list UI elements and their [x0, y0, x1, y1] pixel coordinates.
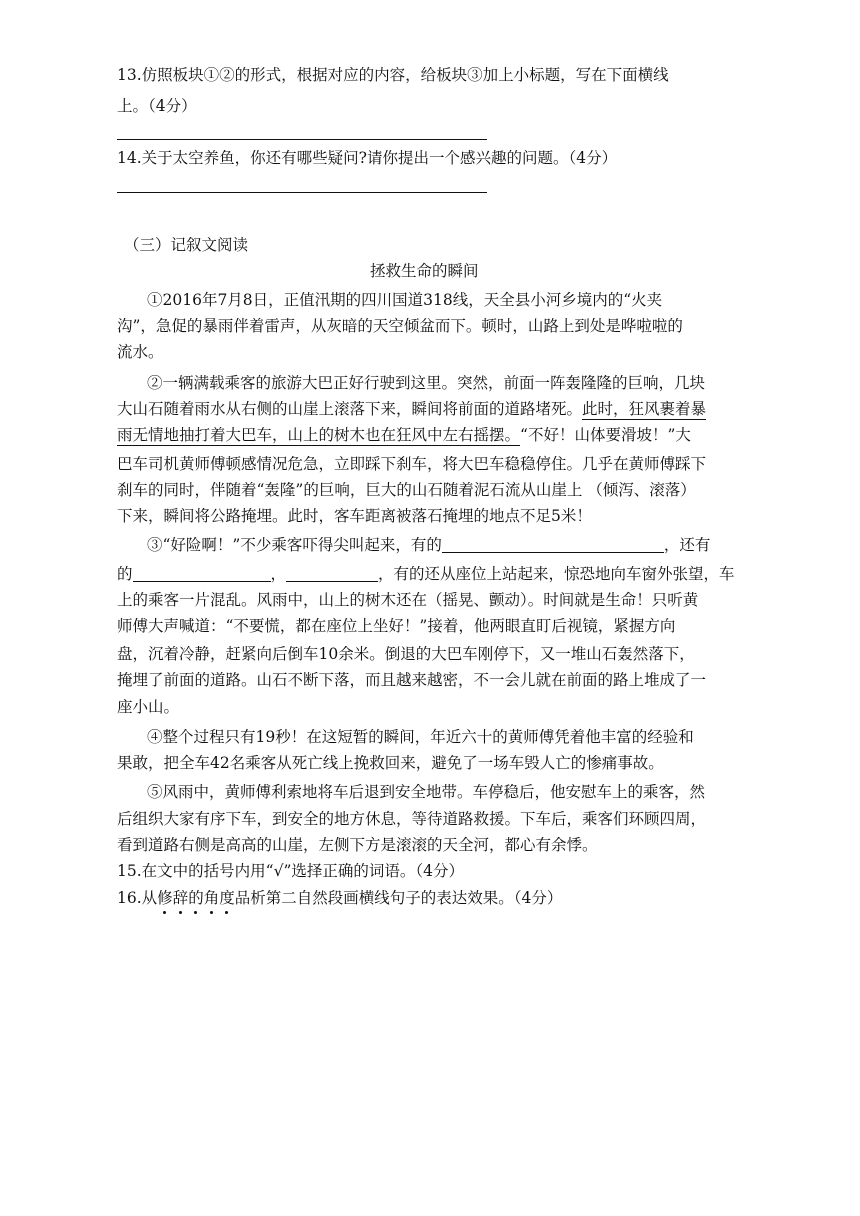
- fill-blank-2[interactable]: [133, 565, 271, 582]
- p2-line-3: [117, 424, 691, 446]
- answer-line-13[interactable]: [117, 139, 487, 140]
- p5-line-2: 后组织大家有序下车，到安全的地方休息，等待道路救援。下车后，乘客们环顾四周，: [117, 810, 707, 828]
- p3-line-4: 师傅大声喊道：“不要慌，都在座位上坐好！”接着，他两眼直盯后视镜，紧握方向: [117, 617, 676, 635]
- p3-line-2-text-a: 的: [117, 565, 133, 583]
- question-16-prefix: 16.从: [117, 889, 158, 907]
- question-16-suffix: 品析第二自然段画横线句子的表达效果。（4分）: [234, 889, 563, 907]
- fill-blank-3[interactable]: [286, 565, 378, 582]
- p4-line-1: ④整个过程只有19秒！在这短暂的瞬间，年近六十的黄师傅凭着他丰富的经验和: [147, 728, 694, 746]
- emphasis-char-2: 辞: [172, 889, 189, 907]
- p2-line-2: [117, 398, 706, 420]
- underlined-sentence-part-2: 雨无情地抽打着大巴车，山上的树木也在狂风中左右摇摆。: [117, 426, 521, 444]
- emphasis-char-5: 度: [219, 889, 235, 907]
- section-heading: （三）记叙文阅读: [124, 236, 249, 254]
- p3-line-2-text-c: ，有的还从座位上站起来，惊恐地向车窗外张望，车: [378, 565, 735, 583]
- question-14: 14.关于太空养鱼，你还有哪些疑问?请你提出一个感兴趣的问题。（4分）: [117, 149, 618, 167]
- question-13-line-2: 上。（4分）: [117, 97, 197, 115]
- question-13-line-1: 13.仿照板块①②的形式，根据对应的内容，给板块③加上小标题，写在下面横线: [117, 66, 669, 84]
- p3-line-1-text-a: ③“好险啊！”不少乘客吓得尖叫起来，有的: [147, 536, 442, 554]
- p3-line-2: [117, 563, 735, 585]
- answer-line-14[interactable]: [117, 192, 487, 193]
- p2-line-3-text: “不好！山体要滑坡！”大: [520, 426, 691, 444]
- p5-line-3: 看到道路右侧是高高的山崖，左侧下方是滚滚的天全河，都心有余悸。: [117, 836, 598, 854]
- p3-line-6: 掩埋了前面的道路。山石不断下落，而且越来越密，不一会儿就在前面的路上堆成了一: [117, 671, 707, 689]
- p2-line-5: 刹车的同时，伴随着“轰隆”的巨响，巨大的山石随着泥石流从山崖上 （倾泻、滚落）: [117, 481, 696, 499]
- p1-line-1: ①2016年7月8日，正值汛期的四川国道318线，天全县小河乡境内的“火夹: [147, 291, 663, 309]
- p2-line-2-text: 大山石随着雨水从右侧的山崖上滚落下来，瞬间将前面的道路堵死。: [117, 400, 583, 418]
- emphasis-char-4: 角: [203, 889, 220, 907]
- p3-line-2-text-b: ，: [270, 565, 287, 583]
- question-16: [117, 887, 562, 909]
- p2-line-6: 下来，瞬间将公路掩埋。此时，客车距离被落石掩埋的地点不足5米！: [117, 507, 592, 525]
- question-15: 15.在文中的括号内用“√”选择正确的词语。（4分）: [117, 862, 464, 880]
- p1-line-3: 流水。: [117, 343, 164, 361]
- p3-line-1-text-b: ，还有: [663, 536, 711, 554]
- underlined-sentence-part-1: 此时，狂风裹着暴: [582, 400, 707, 418]
- p2-line-4: 巴车司机黄师傅顿感情况危急，立即踩下刹车，将大巴车稳稳停住。几乎在黄师傅踩下: [117, 455, 707, 473]
- p3-line-7: 座小山。: [117, 698, 180, 716]
- p4-line-2: 果敢，把全车42名乘客从死亡线上挽救回来，避免了一场车毁人亡的惨痛事故。: [117, 754, 664, 772]
- p3-line-5: 盘，沉着冷静，赶紧向后倒车10余米。倒退的大巴车刚停下，又一堆山石轰然落下，: [117, 645, 695, 663]
- p3-line-3: 上的乘客一片混乱。风雨中，山上的树木还在（摇晃、颤动）。时间就是生命！只听黄: [117, 591, 699, 609]
- emphasis-char-1: 修: [157, 889, 173, 907]
- article-title: 拯救生命的瞬间: [370, 262, 479, 280]
- fill-blank-1[interactable]: [442, 536, 664, 553]
- p5-line-1: ⑤风雨中，黄师傅利索地将车后退到安全地带。车停稳后，他安慰车上的乘客，然: [147, 783, 706, 801]
- p3-line-1: [147, 534, 710, 556]
- emphasis-char-3: 的: [188, 889, 204, 907]
- p2-line-1: ②一辆满载乘客的旅游大巴正好行驶到这里。突然，前面一阵轰隆隆的巨响，几块: [147, 374, 706, 392]
- p1-line-2: 沟”，急促的暴雨伴着雷声，从灰暗的天空倾盆而下。顿时，山路上到处是哗啦啦的: [117, 317, 683, 335]
